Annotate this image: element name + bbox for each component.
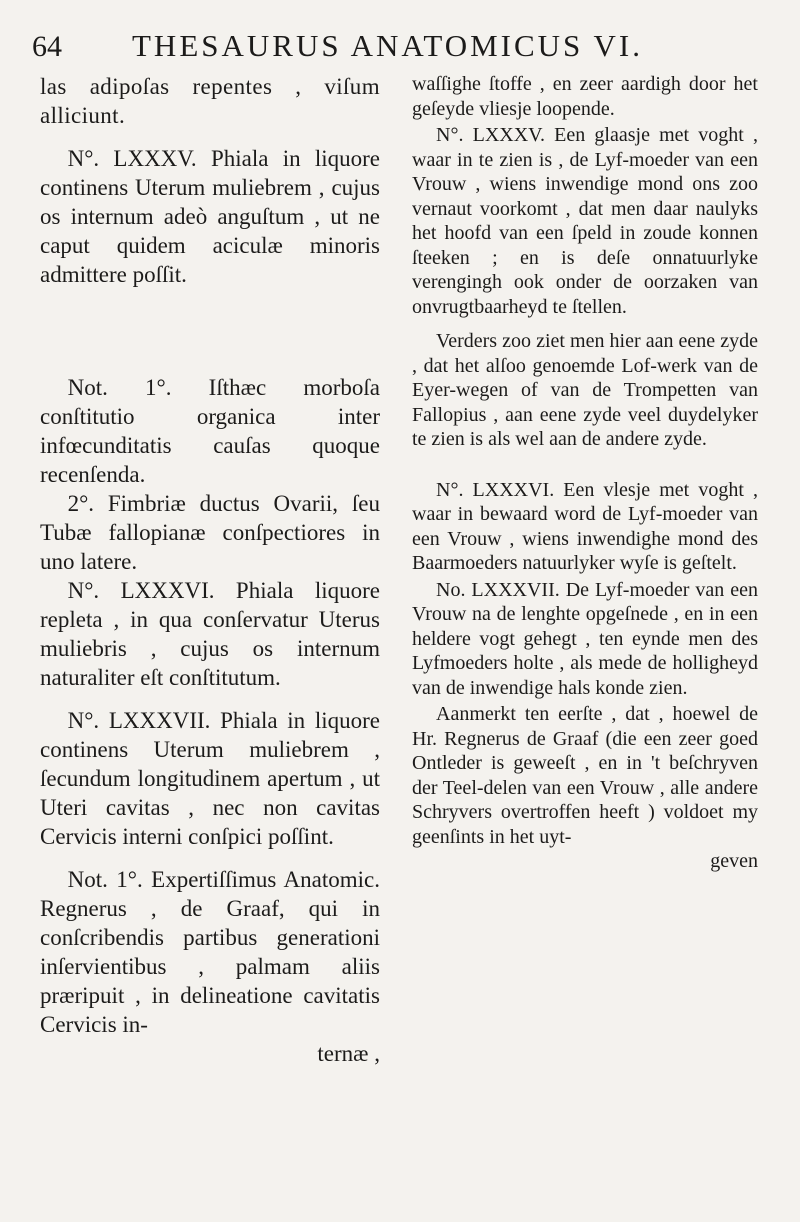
latin-note-3-end: ternæ , bbox=[317, 1041, 380, 1066]
dutch-paragraph-aanmerkt: Aanmerkt ten eerſte , dat , hoewel de Hr. Regnerus de Graaf (die een zeer goed Ontleder is geweeſt , en in 't beſchryven der Teel-delen van een Vrouw , alle andere Schryvers overtroffen heeft ) voldoet my geenſints in het uyt- bbox=[412, 703, 758, 848]
latin-note-1: Not. 1°. Iſthæc morboſa conſtitutio organica inter infœcunditatis cauſas quoque recenſenda. bbox=[40, 375, 380, 487]
dutch-entry-lxxxvii: No. LXXXVII. De Lyf-moeder van een Vrouw na de lenghte opgeſnede , en in een heldere vogt gehegt , ten eynde men des Lyfmoeders holte , als mede de holligheyd van de inwendige hals konde zien. bbox=[412, 578, 758, 699]
latin-entry-lxxxvii: N°. LXXXVII. Phiala in liquore continens Uterum muliebrem , ſecundum longitudinem apertum , ut Uteri cavitas , nec non cavitas Cervicis interni conſpici poſſint. bbox=[40, 708, 380, 849]
dutch-entry-lxxxvi: N°. LXXXVI. Een vlesje met voght , waar in bewaard word de Lyf-moeder van een Vrouw , wiens inwendighe mond des Baarmoeders natuurlyker wyſe is geſtelt. bbox=[412, 478, 758, 574]
latin-continuation: las adipoſas repentes , viſum alliciunt. bbox=[40, 74, 380, 128]
dutch-continuation: waſſighe ſtoffe , en zeer aardigh door het geſeyde vliesje loopende. bbox=[412, 73, 758, 120]
dutch-paragraph-verders: Verders zoo ziet men hier aan eene zyde , dat het alſoo genoemde Lof-werk van de Eyer-wegen of van de Trompetten van Fallopius , aan eene zyde veel duydelyker te zien is als wel aan de andere zyde. bbox=[412, 330, 758, 450]
latin-column bbox=[40, 72, 380, 1068]
latin-entry-lxxxv: N°. LXXXV. Phiala in liquore continens Uterum muliebrem , cujus os internum adeò anguſtum , ut ne caput quidem aciculæ minoris admittere poſſit. bbox=[40, 146, 380, 287]
dutch-column bbox=[412, 72, 758, 874]
running-title: THESAURUS ANATOMICUS VI. bbox=[132, 28, 643, 63]
page-number: 64 bbox=[32, 30, 62, 63]
latin-note-2: 2°. Fimbriæ ductus Ovarii, ſeu Tubæ fallopianæ conſpectiores in uno latere. bbox=[40, 491, 380, 574]
catchword: geven bbox=[710, 850, 758, 872]
latin-entry-lxxxvi: N°. LXXXVI. Phiala liquore repleta , in qua conſervatur Uterus muliebris , cujus os internum naturaliter eſt conſtitutum. bbox=[40, 578, 380, 690]
latin-note-3: Not. 1°. Expertiſſimus Anatomic. Regnerus , de Graaf, qui in conſcribendis partibus generationi inſervientibus , palmam aliis præripuit , in delineatione cavitatis Cervicis in- bbox=[40, 867, 380, 1037]
dutch-entry-lxxxv: N°. LXXXV. Een glaasje met voght , waar in te zien is , de Lyf-moeder van een Vrouw , wiens inwendige mond ons zoo vernaut voorkomt , dat men daar naulyks het hoofd van een ſpeld in zoude konnen ſteeken ; en is deſe onnatuurlyke verengingh ook onder de oorzaken van onvrugtbaarheyd te ſtellen. bbox=[412, 124, 758, 318]
page-header bbox=[32, 22, 776, 70]
